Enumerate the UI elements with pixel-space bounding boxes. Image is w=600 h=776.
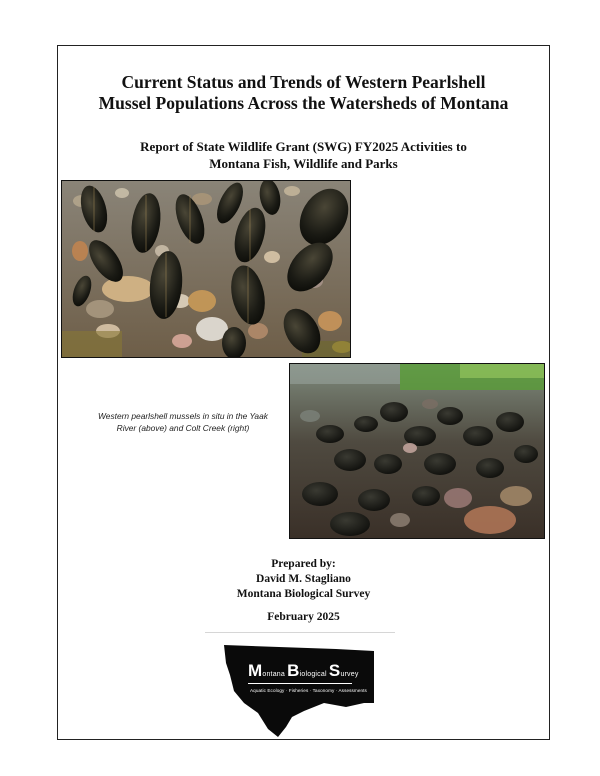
- photo-caption: [78, 410, 288, 434]
- photo-caption-line2: River (above) and Colt Creek (right): [116, 423, 250, 433]
- mbs-logo: [214, 641, 384, 737]
- report-title-line1: Current Status and Trends of Western Pearlshell: [121, 72, 486, 92]
- mbs-logo-tagline: Aquatic Ecology · Fisheries · Taxonomy · Assessments: [250, 688, 367, 693]
- report-subtitle-line1: Report of State Wildlife Grant (SWG) FY2025 Activities to: [140, 139, 467, 154]
- report-subtitle: [57, 138, 550, 172]
- logo-letter-s: S: [328, 661, 341, 680]
- logo-letter-b: B: [287, 661, 300, 680]
- photo-caption-line1: Western pearlshell mussels in situ in the Yaak: [98, 411, 268, 421]
- logo-word-ontana: ontana: [262, 671, 285, 678]
- logo-word-iological: iological: [299, 671, 327, 678]
- divider: [205, 632, 395, 633]
- logo-underline: [248, 683, 352, 684]
- colt-creek-mussel-photo: [289, 363, 545, 539]
- logo-letter-m: M: [248, 661, 263, 680]
- prepared-by-block: [57, 557, 550, 602]
- yaak-river-mussel-photo: [61, 180, 351, 358]
- author-name: David M. Stagliano: [256, 573, 351, 585]
- author-organization: Montana Biological Survey: [236, 588, 371, 600]
- report-title-line2: Mussel Populations Across the Watersheds of Montana: [98, 93, 509, 113]
- report-title: [57, 72, 550, 114]
- mbs-logo-wordmark: [248, 661, 359, 681]
- logo-word-urvey: urvey: [340, 671, 359, 678]
- report-date: February 2025: [267, 611, 340, 623]
- report-subtitle-line2: Montana Fish, Wildlife and Parks: [209, 156, 398, 171]
- prepared-by-label: Prepared by:: [271, 558, 336, 570]
